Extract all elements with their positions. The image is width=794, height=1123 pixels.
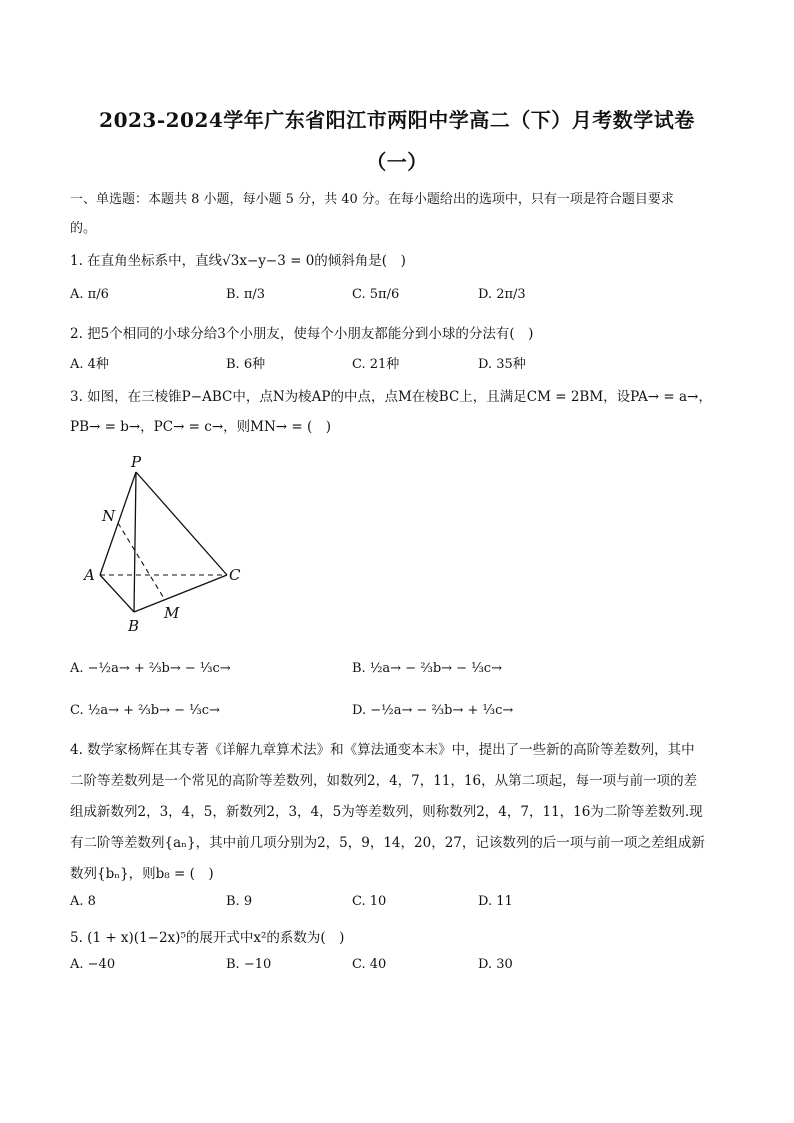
q1-option-b: B. π/3: [226, 287, 266, 302]
label-n: N: [102, 507, 116, 525]
q3-option-c: C. ½a→ + ⅔b→ − ⅓c→: [70, 703, 220, 718]
label-p: P: [131, 453, 142, 471]
q5-option-c: C. 40: [352, 957, 387, 972]
edge-pc: [136, 472, 227, 575]
question-4-line-4: 有二阶等差数列{aₙ}，其中前几项分别为2，5，9，14，20，27，记该数列的后一项与前一项之差组成新: [70, 835, 705, 851]
q5-option-a: A. −40: [70, 957, 116, 972]
q4-option-b: B. 9: [226, 894, 253, 909]
question-4-line-2: 二阶等差数列是一个常见的高阶等差数列，如数列2，4，7，11，16，从第二项起，每一项与前一项的差: [70, 773, 698, 789]
label-a: A: [84, 566, 95, 584]
q3-option-d: D. −½a→ − ⅔b→ + ⅓c→: [352, 703, 514, 718]
q4-option-c: C. 10: [352, 894, 387, 909]
q5-option-d: D. 30: [478, 957, 513, 972]
exam-title-suffix: （一）: [366, 150, 428, 174]
q1-option-d: D. 2π/3: [478, 287, 526, 302]
segment-nm: [118, 523, 165, 600]
q5-option-b: B. −10: [226, 957, 272, 972]
question-3-stem-cont: PB→ = b→，PC→ = c→，则MN→ = ( ): [70, 419, 332, 435]
question-4-line-5: 数列{bₙ}，则b₈ = ( ): [70, 866, 214, 882]
q2-option-d: D. 35种: [478, 357, 526, 372]
edge-bc: [134, 575, 227, 612]
label-c: C: [229, 566, 241, 584]
section-header: 一、单选题：本题共 8 小题，每小题 5 分，共 40 分。在每小题给出的选项中，只有一项是符合题目要求: [70, 192, 674, 207]
q1-option-a: A. π/6: [70, 287, 109, 302]
question-3-stem: 3. 如图，在三棱锥P−ABC中，点N为棱AP的中点，点M在棱BC上，且满足CM = 2BM，设PA→ = a→，: [70, 389, 712, 405]
label-m: M: [164, 604, 180, 622]
q3-option-b: B. ½a→ − ⅔b→ − ⅓c→: [352, 661, 502, 676]
q4-option-d: D. 11: [478, 894, 513, 909]
q3-option-a: A. −½a→ + ⅔b→ − ⅓c→: [70, 661, 231, 676]
tetrahedron-figure: [80, 450, 250, 635]
q1-option-c: C. 5π/6: [352, 287, 400, 302]
question-4-line-1: 4. 数学家杨辉在其专著《详解九章算术法》和《算法通变本末》中，提出了一些新的高阶等差数列，其中: [70, 742, 695, 758]
q2-option-a: A. 4种: [70, 357, 109, 372]
question-1-stem: 1. 在直角坐标系中，直线√3x−y−3 = 0的倾斜角是( ): [70, 253, 406, 269]
question-4-line-3: 组成新数列2，3，4，5，新数列2，3，4，5为等差数列，则称数列2，4，7，11，16为二阶等差数列.现: [70, 804, 703, 820]
q2-option-b: B. 6种: [226, 357, 266, 372]
q2-option-c: C. 21种: [352, 357, 400, 372]
exam-title: 2023-2024学年广东省阳江市两阳中学高二（下）月考数学试卷: [99, 108, 695, 132]
section-header-cont: 的。: [70, 221, 97, 236]
edge-ab: [100, 575, 134, 612]
q4-option-a: A. 8: [70, 894, 96, 909]
question-5-stem: 5. (1 + x)(1−2x)⁵的展开式中x²的系数为( ): [70, 930, 345, 946]
edge-pb: [134, 472, 136, 612]
question-2-stem: 2. 把5个相同的小球分给3个小朋友，使每个小朋友都能分到小球的分法有( ): [70, 326, 534, 342]
label-b: B: [128, 617, 140, 635]
